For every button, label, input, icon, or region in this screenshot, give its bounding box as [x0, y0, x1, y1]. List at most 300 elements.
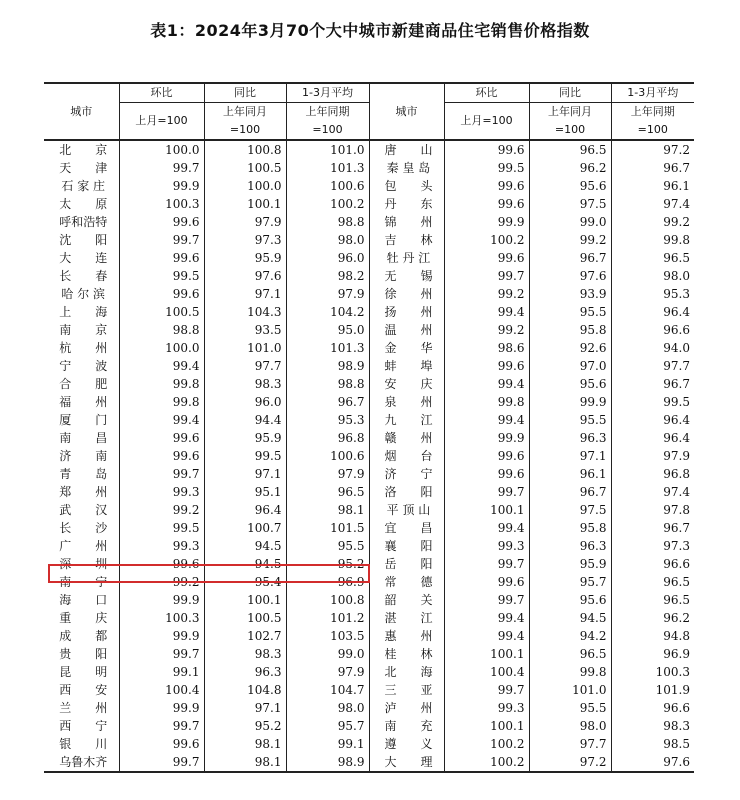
avg-value-left: 97.9 — [286, 663, 369, 681]
yoy-value-right: 96.5 — [529, 140, 611, 159]
avg-value-left: 101.0 — [286, 140, 369, 159]
avg-header-right: 1-3月平均 — [611, 83, 694, 103]
mom-value-left: 99.9 — [119, 627, 204, 645]
table-row — [44, 249, 694, 267]
yoy-value-right: 93.9 — [529, 285, 611, 303]
table-row — [44, 555, 694, 573]
table-row — [44, 159, 694, 177]
mom-value-left: 99.6 — [119, 447, 204, 465]
yoy-value-left: 95.4 — [204, 573, 286, 591]
avg-value-right: 99.8 — [611, 231, 694, 249]
yoy-value-right: 99.2 — [529, 231, 611, 249]
mom-value-left: 99.7 — [119, 753, 204, 772]
avg-value-left: 97.9 — [286, 465, 369, 483]
yoy-value-left: 94.5 — [204, 537, 286, 555]
mom-value-right: 99.7 — [444, 681, 529, 699]
city-name-right: 吉 林 — [369, 231, 444, 249]
avg-value-right: 98.3 — [611, 717, 694, 735]
table-body — [44, 140, 694, 772]
mom-value-right: 100.1 — [444, 645, 529, 663]
table-row — [44, 393, 694, 411]
city-name-right: 牡 丹 江 — [369, 249, 444, 267]
avg-value-right: 97.6 — [611, 753, 694, 772]
avg-value-left: 101.3 — [286, 339, 369, 357]
avg-value-left: 100.6 — [286, 177, 369, 195]
mom-value-left: 99.3 — [119, 483, 204, 501]
yoy-value-left: 98.3 — [204, 375, 286, 393]
yoy-base-right-l2: =100 — [529, 121, 611, 140]
table-row — [44, 681, 694, 699]
city-name-left: 南 昌 — [59, 431, 108, 445]
mom-value-left: 99.7 — [119, 231, 204, 249]
avg-value-right: 96.4 — [611, 303, 694, 321]
city-name-right: 蚌 埠 — [369, 357, 444, 375]
avg-value-left: 104.7 — [286, 681, 369, 699]
city-name-left: 太 原 — [59, 197, 108, 211]
city-name-left: 呼和浩特 — [59, 215, 108, 229]
city-name-left: 合 肥 — [59, 377, 108, 391]
table-row — [44, 627, 694, 645]
table-row — [44, 267, 694, 285]
mom-value-left: 100.3 — [119, 195, 204, 213]
avg-base-right-l1: 上年同期 — [611, 103, 694, 122]
city-name-right: 无 锡 — [369, 267, 444, 285]
city-name-right: 包 头 — [369, 177, 444, 195]
avg-value-right: 97.4 — [611, 483, 694, 501]
city-name-right: 三 亚 — [369, 681, 444, 699]
city-name-right: 唐 山 — [369, 140, 444, 159]
city-name-left: 大 连 — [59, 251, 108, 265]
avg-value-right: 96.4 — [611, 429, 694, 447]
mom-header-right: 环比 — [444, 83, 529, 103]
table-header — [44, 83, 694, 140]
mom-value-right: 99.2 — [444, 321, 529, 339]
city-name-right: 韶 关 — [369, 591, 444, 609]
yoy-value-left: 97.1 — [204, 285, 286, 303]
yoy-value-left: 95.9 — [204, 249, 286, 267]
yoy-value-left: 96.4 — [204, 501, 286, 519]
avg-value-left: 96.5 — [286, 483, 369, 501]
city-name-left: 成 都 — [59, 629, 108, 643]
yoy-value-left: 97.7 — [204, 357, 286, 375]
yoy-value-right: 95.6 — [529, 177, 611, 195]
mom-value-left: 99.6 — [119, 555, 204, 573]
city-name-left: 昆 明 — [59, 665, 108, 679]
mom-value-left: 99.5 — [119, 519, 204, 537]
yoy-value-right: 97.0 — [529, 357, 611, 375]
avg-value-right: 96.6 — [611, 321, 694, 339]
mom-value-right: 100.2 — [444, 753, 529, 772]
mom-base-right: 上月=100 — [444, 103, 529, 141]
avg-value-left: 101.5 — [286, 519, 369, 537]
yoy-value-right: 95.5 — [529, 411, 611, 429]
city-name-left: 杭 州 — [59, 341, 108, 355]
table-row — [44, 303, 694, 321]
table-row — [44, 663, 694, 681]
mom-value-right: 99.4 — [444, 303, 529, 321]
city-name-right: 泸 州 — [369, 699, 444, 717]
mom-value-left: 100.3 — [119, 609, 204, 627]
yoy-value-right: 96.7 — [529, 483, 611, 501]
city-name-right: 遵 义 — [369, 735, 444, 753]
yoy-value-right: 95.6 — [529, 375, 611, 393]
table-row — [44, 519, 694, 537]
avg-value-left: 95.7 — [286, 717, 369, 735]
mom-value-right: 100.2 — [444, 735, 529, 753]
mom-value-left: 99.9 — [119, 591, 204, 609]
yoy-value-right: 92.6 — [529, 339, 611, 357]
table-row — [44, 735, 694, 753]
yoy-value-left: 98.3 — [204, 645, 286, 663]
avg-value-right: 96.6 — [611, 699, 694, 717]
yoy-value-left: 97.9 — [204, 213, 286, 231]
mom-value-right: 100.2 — [444, 231, 529, 249]
avg-value-right: 98.5 — [611, 735, 694, 753]
avg-value-right: 96.8 — [611, 465, 694, 483]
mom-value-right: 99.4 — [444, 627, 529, 645]
mom-value-right: 99.8 — [444, 393, 529, 411]
avg-value-left: 101.3 — [286, 159, 369, 177]
mom-value-right: 99.9 — [444, 429, 529, 447]
yoy-value-right: 95.5 — [529, 699, 611, 717]
city-name-left: 天 津 — [59, 161, 108, 175]
city-name-right: 常 德 — [369, 573, 444, 591]
avg-base-left-l1: 上年同期 — [286, 103, 369, 122]
city-name-left: 乌鲁木齐 — [44, 753, 119, 772]
city-name-left: 济 南 — [59, 449, 108, 463]
table-row — [44, 483, 694, 501]
city-name-right: 岳 阳 — [369, 555, 444, 573]
avg-value-left: 96.9 — [286, 573, 369, 591]
city-name-right: 湛 江 — [369, 609, 444, 627]
avg-value-left: 104.2 — [286, 303, 369, 321]
mom-value-right: 99.6 — [444, 447, 529, 465]
avg-value-right: 100.3 — [611, 663, 694, 681]
avg-value-left: 96.8 — [286, 429, 369, 447]
city-header-right: 城市 — [369, 83, 444, 140]
avg-value-left: 98.8 — [286, 213, 369, 231]
city-name-right: 秦 皇 岛 — [369, 159, 444, 177]
avg-value-left: 99.1 — [286, 735, 369, 753]
avg-value-left: 96.7 — [286, 393, 369, 411]
avg-value-left: 98.2 — [286, 267, 369, 285]
mom-value-right: 99.6 — [444, 573, 529, 591]
city-name-right: 南 充 — [369, 717, 444, 735]
yoy-value-right: 99.0 — [529, 213, 611, 231]
city-name-right: 桂 林 — [369, 645, 444, 663]
table-row — [44, 699, 694, 717]
city-name-right: 济 宁 — [369, 465, 444, 483]
mom-value-left: 99.1 — [119, 663, 204, 681]
mom-value-left: 99.5 — [119, 267, 204, 285]
avg-value-left: 101.2 — [286, 609, 369, 627]
yoy-value-left: 95.1 — [204, 483, 286, 501]
avg-value-right: 97.7 — [611, 357, 694, 375]
yoy-value-left: 99.5 — [204, 447, 286, 465]
avg-value-left: 98.8 — [286, 375, 369, 393]
city-name-left: 西 安 — [59, 683, 108, 697]
mom-value-left: 99.6 — [119, 735, 204, 753]
avg-value-left: 98.9 — [286, 753, 369, 772]
city-name-left: 广 州 — [59, 539, 108, 553]
yoy-value-left: 100.7 — [204, 519, 286, 537]
city-name-right: 赣 州 — [369, 429, 444, 447]
yoy-value-left: 101.0 — [204, 339, 286, 357]
yoy-value-right: 101.0 — [529, 681, 611, 699]
mom-value-right: 99.4 — [444, 519, 529, 537]
avg-value-left: 97.9 — [286, 285, 369, 303]
mom-value-left: 100.0 — [119, 339, 204, 357]
mom-value-left: 99.9 — [119, 177, 204, 195]
mom-value-left: 99.7 — [119, 159, 204, 177]
table-row — [44, 753, 694, 772]
city-name-left: 哈 尔 滨 — [61, 287, 106, 301]
yoy-value-left: 94.5 — [204, 555, 286, 573]
avg-value-right: 96.1 — [611, 177, 694, 195]
city-name-left: 深 圳 — [59, 557, 108, 571]
city-header-left: 城市 — [44, 83, 119, 140]
yoy-value-left: 97.6 — [204, 267, 286, 285]
city-name-right: 锦 州 — [369, 213, 444, 231]
table-row — [44, 717, 694, 735]
yoy-value-left: 100.1 — [204, 591, 286, 609]
avg-value-left: 98.0 — [286, 699, 369, 717]
city-name-left: 银 川 — [59, 737, 108, 751]
city-name-right: 宜 昌 — [369, 519, 444, 537]
mom-value-right: 99.4 — [444, 609, 529, 627]
avg-value-right: 95.3 — [611, 285, 694, 303]
yoy-value-left: 93.5 — [204, 321, 286, 339]
yoy-base-right-l1: 上年同月 — [529, 103, 611, 122]
table-row — [44, 411, 694, 429]
yoy-value-right: 96.3 — [529, 537, 611, 555]
city-name-right: 安 庆 — [369, 375, 444, 393]
avg-value-right: 96.5 — [611, 249, 694, 267]
city-name-right: 温 州 — [369, 321, 444, 339]
yoy-value-left: 100.5 — [204, 609, 286, 627]
city-name-right: 丹 东 — [369, 195, 444, 213]
avg-value-right: 97.9 — [611, 447, 694, 465]
mom-value-right: 99.7 — [444, 483, 529, 501]
city-name-right: 扬 州 — [369, 303, 444, 321]
city-name-right: 大 理 — [369, 753, 444, 772]
mom-value-left: 98.8 — [119, 321, 204, 339]
table-row — [44, 591, 694, 609]
city-name-left: 郑 州 — [59, 485, 108, 499]
city-name-left: 石 家 庄 — [61, 179, 106, 193]
yoy-value-left: 100.0 — [204, 177, 286, 195]
mom-value-left: 99.9 — [119, 699, 204, 717]
avg-value-right: 96.9 — [611, 645, 694, 663]
mom-value-left: 99.3 — [119, 537, 204, 555]
avg-value-right: 97.8 — [611, 501, 694, 519]
table-row — [44, 339, 694, 357]
mom-value-left: 99.7 — [119, 645, 204, 663]
city-name-left: 武 汉 — [59, 503, 108, 517]
avg-value-left: 95.2 — [286, 555, 369, 573]
avg-value-left: 95.3 — [286, 411, 369, 429]
table-row — [44, 213, 694, 231]
yoy-base-left-l1: 上年同月 — [204, 103, 286, 122]
mom-value-right: 99.6 — [444, 357, 529, 375]
city-name-left: 厦 门 — [59, 413, 108, 427]
yoy-value-left: 98.1 — [204, 735, 286, 753]
yoy-value-right: 94.5 — [529, 609, 611, 627]
mom-value-left: 99.6 — [119, 249, 204, 267]
mom-value-left: 99.6 — [119, 213, 204, 231]
yoy-value-left: 104.3 — [204, 303, 286, 321]
avg-value-right: 94.8 — [611, 627, 694, 645]
mom-value-right: 100.1 — [444, 717, 529, 735]
mom-value-right: 99.7 — [444, 591, 529, 609]
avg-value-left: 95.5 — [286, 537, 369, 555]
yoy-value-right: 95.8 — [529, 519, 611, 537]
yoy-header-left: 同比 — [204, 83, 286, 103]
city-name-right: 烟 台 — [369, 447, 444, 465]
mom-value-left: 100.4 — [119, 681, 204, 699]
city-name-left: 海 口 — [59, 593, 108, 607]
mom-value-left: 99.4 — [119, 357, 204, 375]
yoy-value-left: 100.5 — [204, 159, 286, 177]
city-name-left: 长 沙 — [59, 521, 108, 535]
avg-base-right-l2: =100 — [611, 121, 694, 140]
city-name-left: 长 春 — [59, 269, 108, 283]
avg-value-left: 100.2 — [286, 195, 369, 213]
table-row — [44, 429, 694, 447]
yoy-value-right: 95.6 — [529, 591, 611, 609]
yoy-value-right: 95.5 — [529, 303, 611, 321]
yoy-value-left: 104.8 — [204, 681, 286, 699]
avg-base-left-l2: =100 — [286, 121, 369, 140]
avg-value-right: 97.3 — [611, 537, 694, 555]
mom-value-right: 99.6 — [444, 465, 529, 483]
avg-value-right: 96.6 — [611, 555, 694, 573]
yoy-base-left-l2: =100 — [204, 121, 286, 140]
mom-value-right: 99.7 — [444, 267, 529, 285]
avg-value-left: 98.1 — [286, 501, 369, 519]
table-row — [44, 375, 694, 393]
mom-value-right: 99.7 — [444, 555, 529, 573]
yoy-value-right: 99.8 — [529, 663, 611, 681]
yoy-value-left: 97.3 — [204, 231, 286, 249]
table-row — [44, 177, 694, 195]
mom-value-right: 98.6 — [444, 339, 529, 357]
yoy-value-left: 97.1 — [204, 699, 286, 717]
avg-value-left: 103.5 — [286, 627, 369, 645]
mom-value-right: 99.9 — [444, 213, 529, 231]
mom-value-left: 99.7 — [119, 465, 204, 483]
city-name-right: 惠 州 — [369, 627, 444, 645]
table-row — [44, 140, 694, 159]
yoy-value-left: 100.8 — [204, 140, 286, 159]
mom-value-right: 99.3 — [444, 537, 529, 555]
city-name-right: 金 华 — [369, 339, 444, 357]
yoy-value-right: 95.8 — [529, 321, 611, 339]
city-name-left: 兰 州 — [59, 701, 108, 715]
avg-value-right: 96.4 — [611, 411, 694, 429]
city-name-left: 贵 阳 — [59, 647, 108, 661]
mom-value-left: 99.8 — [119, 375, 204, 393]
mom-value-right: 99.6 — [444, 195, 529, 213]
city-name-left: 北 京 — [44, 140, 119, 159]
city-name-left: 南 京 — [59, 323, 108, 337]
yoy-value-right: 95.9 — [529, 555, 611, 573]
avg-value-left: 98.9 — [286, 357, 369, 375]
yoy-value-right: 95.7 — [529, 573, 611, 591]
mom-value-left: 99.7 — [119, 717, 204, 735]
avg-value-left: 98.0 — [286, 231, 369, 249]
yoy-value-left: 96.3 — [204, 663, 286, 681]
yoy-value-right: 96.7 — [529, 249, 611, 267]
avg-value-left: 100.6 — [286, 447, 369, 465]
mom-value-left: 100.5 — [119, 303, 204, 321]
avg-value-right: 96.7 — [611, 375, 694, 393]
yoy-value-right: 94.2 — [529, 627, 611, 645]
yoy-value-right: 96.3 — [529, 429, 611, 447]
mom-value-right: 99.2 — [444, 285, 529, 303]
yoy-value-left: 100.1 — [204, 195, 286, 213]
yoy-value-right: 96.1 — [529, 465, 611, 483]
city-name-right: 九 江 — [369, 411, 444, 429]
city-name-right: 徐 州 — [369, 285, 444, 303]
yoy-value-right: 97.5 — [529, 501, 611, 519]
city-name-right: 北 海 — [369, 663, 444, 681]
yoy-value-right: 97.6 — [529, 267, 611, 285]
table-row — [44, 645, 694, 663]
price-index-table — [44, 82, 694, 773]
yoy-value-right: 97.5 — [529, 195, 611, 213]
mom-value-left: 99.6 — [119, 285, 204, 303]
city-name-left: 西 宁 — [59, 719, 108, 733]
city-name-right: 泉 州 — [369, 393, 444, 411]
avg-value-right: 101.9 — [611, 681, 694, 699]
avg-value-right: 97.4 — [611, 195, 694, 213]
yoy-value-right: 96.2 — [529, 159, 611, 177]
yoy-value-right: 98.0 — [529, 717, 611, 735]
mom-value-right: 99.3 — [444, 699, 529, 717]
avg-header-left: 1-3月平均 — [286, 83, 369, 103]
yoy-value-left: 95.2 — [204, 717, 286, 735]
mom-value-left: 100.0 — [119, 140, 204, 159]
mom-value-right: 100.1 — [444, 501, 529, 519]
avg-value-right: 96.5 — [611, 591, 694, 609]
yoy-value-left: 94.4 — [204, 411, 286, 429]
city-name-right: 襄 阳 — [369, 537, 444, 555]
table-row — [44, 573, 694, 591]
city-name-left: 重 庆 — [59, 611, 108, 625]
city-name-right: 平 顶 山 — [369, 501, 444, 519]
city-name-left: 青 岛 — [59, 467, 108, 481]
avg-value-left: 100.8 — [286, 591, 369, 609]
avg-value-right: 99.2 — [611, 213, 694, 231]
table-row — [44, 501, 694, 519]
yoy-value-left: 97.1 — [204, 465, 286, 483]
table-row — [44, 285, 694, 303]
mom-value-left: 99.8 — [119, 393, 204, 411]
mom-value-right: 99.6 — [444, 249, 529, 267]
table-row — [44, 357, 694, 375]
city-name-right: 洛 阳 — [369, 483, 444, 501]
avg-value-left: 95.0 — [286, 321, 369, 339]
table-title: 表1：2024年3月70个大中城市新建商品住宅销售价格指数 — [150, 21, 590, 40]
mom-value-left: 99.2 — [119, 501, 204, 519]
mom-value-left: 99.6 — [119, 429, 204, 447]
mom-value-right: 100.4 — [444, 663, 529, 681]
mom-value-right: 99.6 — [444, 140, 529, 159]
table-row — [44, 231, 694, 249]
table-row — [44, 609, 694, 627]
city-name-left: 沈 阳 — [59, 233, 108, 247]
